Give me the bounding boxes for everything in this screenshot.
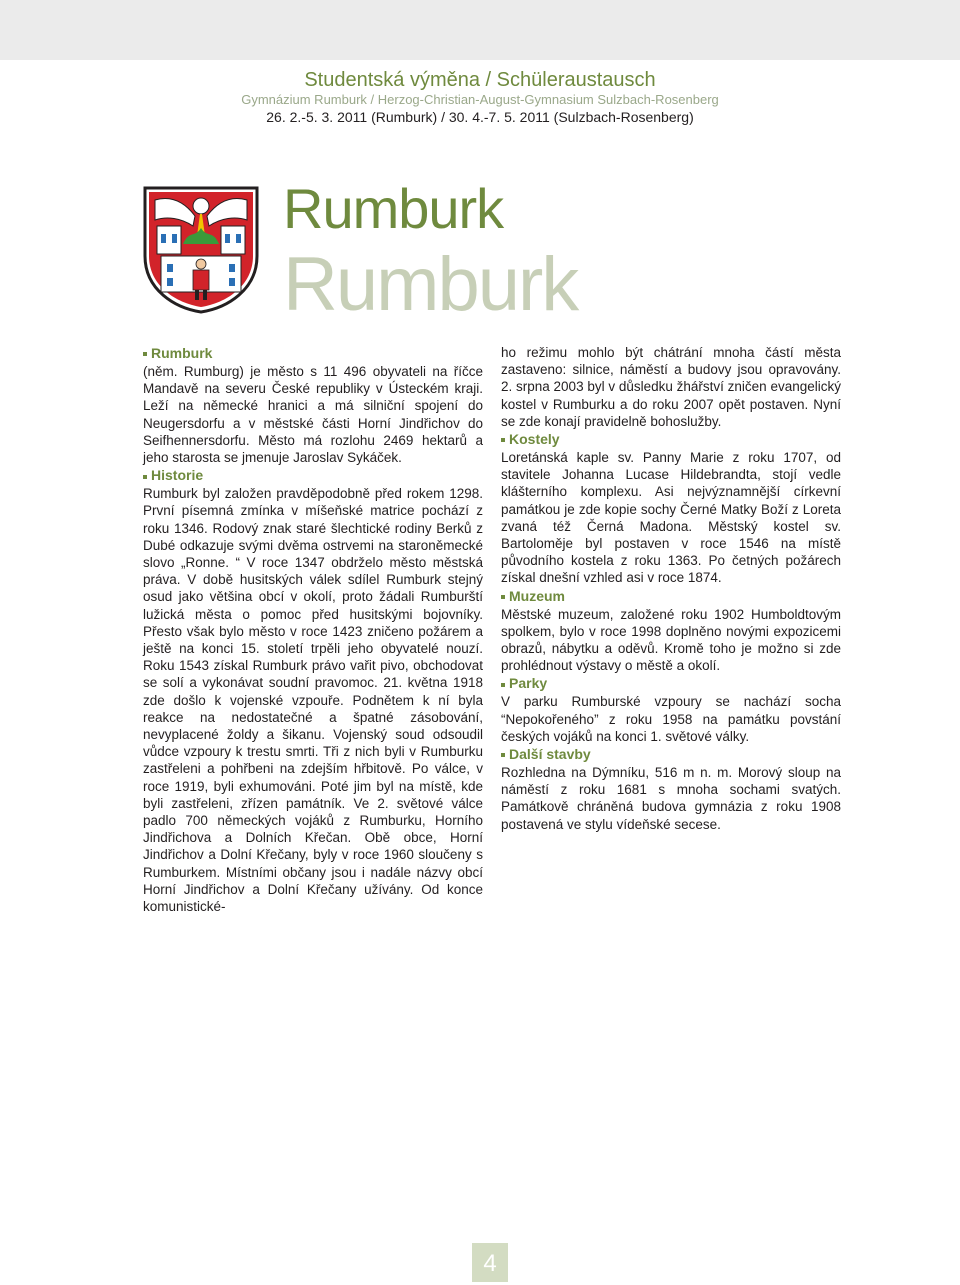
dates-line: 26. 2.-5. 3. 2011 (Rumburk) / 30. 4.-7. 5. 2011 (Sulzbach-Rosenberg) (266, 109, 694, 125)
title-czech: Rumburk (283, 177, 504, 240)
right-column (501, 344, 841, 833)
section-heading: Kostely (501, 430, 841, 449)
section-text: Městské muzeum, založené roku 1902 Humboldtovým spolkem, bylo v roce 1998 doplněno novými expozicemi obrazů, nábytku a oděvů. Kromě toho je možno si zde prohlédnout výstavy o městě a okolí. (501, 606, 841, 674)
section-heading: Historie (143, 466, 483, 485)
section-text: (něm. Rumburg) je město s 11 496 obyvateli na říčce Mandavě na severu České republiky v Ústeckém kraji. Leží na německé hranici a má silniční spojení do Neugersdorfu a v městské části Horní Jindřichov do Seifhennersdorfu. Město má rozlohu 2469 hektarů a jeho starosta se jmenuje Jaroslav Sykáček. (143, 364, 483, 466)
section-heading: Další stavby (501, 745, 841, 764)
exchange-title: Studentská výměna / Schüleraustausch (304, 69, 656, 91)
section-heading: Rumburk (143, 344, 483, 363)
page-header (0, 68, 960, 126)
top-band (0, 0, 960, 60)
coat-of-arms-icon (143, 186, 259, 314)
section-text: Rumburk byl založen pravděpodobně před rokem 1298. První písemná zmínka v míšeňské matrice pochází z roku 1346. Rodový znak staré šlechtické rodiny Berků z Dubé odkazuje svými dvěma ostrvemi na staroněmecké slovo „Ronne. “ V roce 1347 obdrželo město městská práva. V době husitských válek sdílel Rumburk stejný osud jako většina obcí v okolí, proto žádali Rumburští lužická města o pomoc před husitskými bojovníky. Přesto však bylo město v roce 1423 zničeno požárem a ještě na konci 15. století trpěli jeho obyvatelé nouzí. Roku 1543 získal Rumburk právo vařit pivo, obchodovat se solí a vykonávat soudní pravomoc. 21. května 1918 zde došlo k vojenské vzpouře. Podnětem k ní byla reakce na nedostatečné a špatné zásobování, nevyplacené žoldy a šikanu. Vojenský soud odsoudil vůdce vzpoury k trestu smrti. Tři z nich byli v Rumburku zastřeleni a pohřbeni na zdejším hřbitově. Po válce, v roce 1919, byli exhumováni. Poté jim byl na místě, kde byli zastřeleni, zřízen památník. Ve 2. světové válce padlo 700 německých vojáků z Rumburku, Horního Jindřichova a Dolních Křečan. Obě obce, Horní Jindřichov a Dolní Křečany, byly v roce 1960 sloučeny s Rumburkem. Místními občany jsou i nadále názvy obcí Horní Jindřichov a Dolní Křečany užívány. Od konce komunistické- (143, 486, 483, 915)
section-text: Rozhledna na Dýmníku, 516 m n. m. Morový sloup na náměstí z roku 1681 s mnoha sochami svatých. Památkově chráněná budova gymnázia z roku 1908 postavená ve stylu vídeňské secese. (501, 765, 841, 832)
bullet-icon (501, 753, 505, 757)
schools-line: Gymnázium Rumburk / Herzog-Christian-August-Gymnasium Sulzbach-Rosenberg (241, 92, 719, 107)
section-heading: Muzeum (501, 587, 841, 606)
section-heading: Parky (501, 674, 841, 693)
section-text: V parku Rumburské vzpoury se nachází socha “Nepokořeného” z roku 1958 na památku povstání českých vojáků na konci 1. světové války. (501, 694, 841, 744)
bullet-icon (501, 438, 505, 442)
bullet-icon (501, 683, 505, 687)
bullet-icon (143, 475, 147, 479)
title-german: Rumburk (283, 242, 578, 327)
left-column (143, 344, 483, 915)
section-text: Loretánská kaple sv. Panny Marie z roku 1707, od stavitele Johanna Lucase Hildebrandta, stojí vedle klášterního komplexu. Asi nejvýznamnější církevní památkou je zde kopie sochy Černé Matky Boží z Loreta zvaná též Černá Madona. Městský kostel sv. Bartoloměje byl postaven v roce 1546 na místě původního kostela z roku 1363. Po četných požárech získal dnešní vzhled asi v roce 1874. (501, 450, 841, 586)
page-number: 4 (472, 1243, 508, 1282)
bullet-icon (143, 352, 147, 356)
section-text: ho režimu mohlo být chátrání mnoha částí města zastaveno: silnice, náměstí a budovy jsou opravovány. 2. srpna 2003 byl v důsledku žhářství zničen evangelický kostel v Rumburku a do roku 2007 opět postaven. Nyní se zde konají pravidelně bohoslužby. (501, 345, 841, 429)
bullet-icon (501, 595, 505, 599)
